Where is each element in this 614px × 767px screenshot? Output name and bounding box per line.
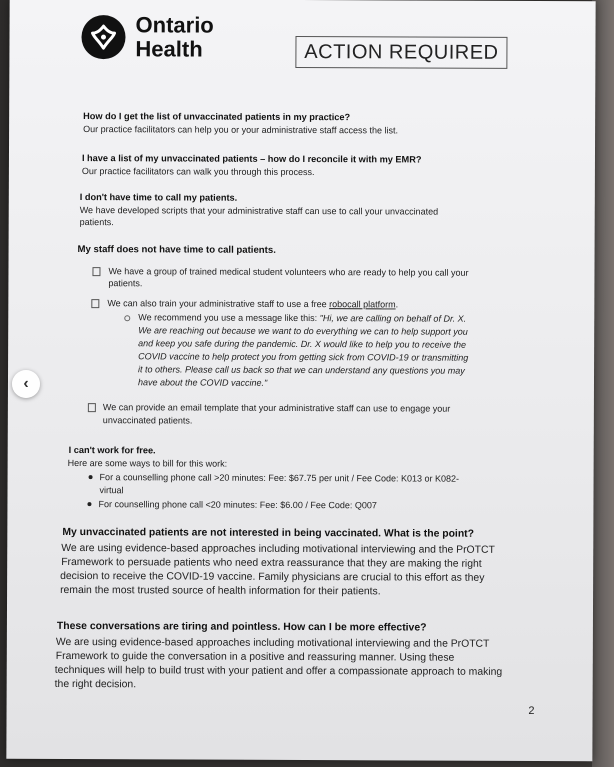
- answer-2: Our practice facilitators can walk you through this process.: [81, 166, 315, 178]
- tiring-line-3: techniques will help to build trust with your patient and offer a compassionate approach to making: [54, 664, 503, 678]
- staff-bullet-3-line-1: We can provide an email template that your administrative staff can use to engage your: [102, 402, 451, 414]
- sub-bullet-line-4: COVID vaccine to help protect you from getting sick from COVID-19 or transmitting: [138, 351, 469, 363]
- staff-bullet-2-text: We can also train your administrative staff to use a free: [107, 298, 330, 310]
- question-1: How do I get the list of unvaccinated patients in my practice?: [83, 111, 351, 123]
- billing-question: I can't work for free.: [68, 444, 156, 456]
- staff-bullet-3-line-2: unvaccinated patients.: [102, 415, 193, 426]
- page-number: 2: [528, 704, 535, 718]
- sub-bullet-quote-start: "Hi, we are calling on behalf of Dr. X.: [319, 313, 467, 324]
- billing-item-1-line-1: For a counselling phone call >20 minutes: Fee: $67.75 per unit / Fee Code: K013 or K082-: [99, 472, 460, 484]
- tiring-line-1: We are using evidence-based approaches including motivational interviewing and the PrOTCT: [55, 636, 490, 650]
- sub-bullet-line-5: it to others. Please call us back so that we can understand any questions you may: [138, 364, 465, 376]
- chevron-left-icon: ‹: [23, 375, 29, 392]
- robocall-platform-link[interactable]: robocall platform: [329, 299, 396, 310]
- staff-bullet-2: [107, 297, 398, 310]
- question-2: I have a list of my unvaccinated patients – how do I reconcile it with my EMR?: [81, 153, 422, 165]
- question-3: I don't have time to call my patients.: [79, 192, 238, 203]
- point-line-3: decision to receive the COVID-19 vaccine. Family physicians are crucial to this effort as they: [60, 570, 485, 584]
- sub-bullet-line-3: and keep you safe during the pandemic. Dr. X would like to help you to receive the: [138, 338, 467, 350]
- sub-bullet-line-2: We are reaching out because we want to do everything we can to help support you: [138, 325, 468, 337]
- logo-line-2: Health: [135, 36, 203, 62]
- billing-item-1-line-2: virtual: [99, 485, 124, 496]
- point-line-2: Framework to persuade patients who need extra reassurance that they are making the right: [61, 556, 482, 570]
- billing-item-2: For counselling phone call <20 minutes: Fee: $6.00 / Fee Code: Q007: [98, 499, 377, 511]
- answer-3-line-1: We have developed scripts that your administrative staff can use to call your unvaccinated: [79, 205, 439, 217]
- tiring-question: These conversations are tiring and pointless. How can I be more effective?: [56, 620, 427, 634]
- previous-image-button[interactable]: [12, 370, 40, 398]
- point-line-1: We are using evidence-based approaches including motivational interviewing and the PrOTCT: [61, 542, 495, 556]
- answer-3-line-2: patients.: [79, 217, 114, 228]
- tiring-line-4: the right decision.: [54, 678, 137, 691]
- staff-bullet-1-line-2: patients.: [108, 278, 143, 289]
- sub-bullet-intro: We recommend you use a message like this:: [138, 312, 320, 324]
- staff-bullet-1-line-1: We have a group of trained medical student volunteers who are ready to help you call your: [108, 266, 469, 278]
- billing-intro: Here are some ways to bill for this work:: [67, 457, 228, 469]
- bullet-box-icon: [92, 267, 100, 276]
- action-required-box: ACTION REQUIRED: [295, 36, 507, 69]
- sub-bullet-line-1: [138, 311, 466, 324]
- trillium-icon: [81, 15, 125, 59]
- background-edge: [592, 0, 614, 767]
- ontario-health-logo: [81, 13, 213, 62]
- bullet-dot-icon: [89, 475, 93, 479]
- answer-1: Our practice facilitators can help you or your administrative staff access the list.: [83, 124, 399, 136]
- logo-line-1: Ontario: [135, 12, 214, 38]
- sub-bullet-circle-icon: [124, 315, 130, 321]
- bullet-dot-icon: [87, 502, 91, 506]
- sub-bullet-line-6: have about the COVID vaccine.": [137, 377, 268, 388]
- point-line-4: remain the most trusted source of health information for their patients.: [60, 584, 381, 598]
- tiring-line-2: Framework to guide the conversation in a positive and reassuring manner. Using these: [55, 650, 455, 664]
- point-question: My unvaccinated patients are not interested in being vaccinated. What is the point?: [62, 526, 475, 540]
- logo-wordmark: [135, 13, 213, 61]
- bullet-box-icon: [88, 403, 96, 412]
- bullet-box-icon: [91, 299, 99, 308]
- document-page: [6, 0, 595, 761]
- question-4: My staff does not have time to call patients.: [77, 244, 276, 256]
- staff-bullet-2-end: .: [395, 299, 399, 310]
